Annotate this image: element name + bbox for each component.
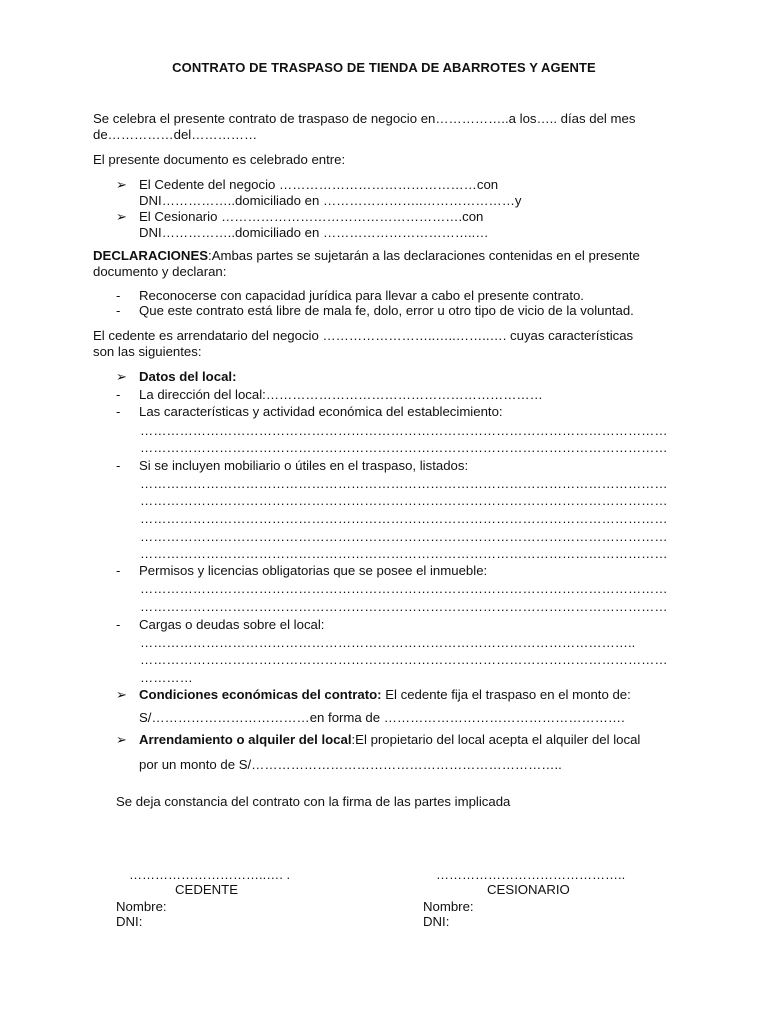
arrow-bullet-icon: ➢ (116, 687, 128, 702)
direccion-text: La dirección del local:……………………………………………………… (139, 387, 543, 402)
arrendamiento-line-2: por un monto de S/…………………………………………………………….. (139, 757, 562, 772)
mobiliario-fill-line-3: ………………………………………………………………………………………………………… (140, 511, 668, 526)
mobiliario-fill-line-4: ………………………………………………………………………………………………………… (140, 529, 668, 544)
cargas-text: Cargas o deudas sobre el local: (139, 617, 325, 632)
caracteristicas-fill-line-1: ………………………………………………………………………………………………………… (140, 423, 668, 438)
dash-bullet: - (116, 303, 121, 318)
permisos-fill-line-2: ………………………………………………………………………………………………………… (140, 599, 668, 614)
declaracion-text-2: Que este contrato está libre de mala fe, dolo, error u otro tipo de vicio de la voluntad. (139, 303, 634, 318)
dash-bullet: - (116, 617, 121, 632)
datos-local-heading: Datos del local: (139, 369, 237, 384)
cedente-nombre-label: Nombre: (116, 899, 167, 914)
declaracion-text-1: Reconocerse con capacidad jurídica para llevar a cabo el presente contrato. (139, 288, 584, 303)
dash-bullet: - (116, 404, 121, 419)
cargas-fill-line-2: ………………………………………………………………………………………………………… (140, 652, 668, 667)
condiciones-text: El cedente fija el traspaso en el monto de: (381, 687, 631, 702)
arrow-bullet-icon: ➢ (116, 369, 128, 384)
cesionario-nombre-label: Nombre: (423, 899, 474, 914)
cargas-fill-line-3: ………… (140, 670, 193, 685)
intro-line-1: Se celebra el presente contrato de traspaso de negocio en……………..a los….. días del mes (93, 111, 636, 126)
declaraciones-paragraph (93, 248, 703, 264)
arrow-bullet-icon: ➢ (116, 177, 128, 192)
mobiliario-fill-line-2: ………………………………………………………………………………………………………… (140, 493, 668, 508)
condiciones-line-1 (139, 687, 709, 703)
arrendamiento-line-1 (139, 732, 709, 748)
permisos-fill-line-1: ………………………………………………………………………………………………………… (140, 581, 668, 596)
dash-bullet: - (116, 563, 121, 578)
cesionario-line-1: El Cesionario ……………………………………………….con (139, 209, 484, 224)
condiciones-line-2: S/………………………………en forma de ………………………………………………. (139, 710, 625, 725)
dash-bullet: - (116, 288, 121, 303)
arrow-bullet-icon: ➢ (116, 209, 128, 224)
cesionario-signature-line: …………………………………….. (436, 867, 626, 882)
cedente-dni-label: DNI: (116, 914, 143, 929)
condiciones-heading: Condiciones económicas del contrato: (139, 687, 382, 702)
cedente-negocio-line-2: son las siguientes: (93, 344, 202, 359)
dash-bullet: - (116, 387, 121, 402)
declaraciones-heading: DECLARACIONES (93, 248, 209, 263)
cedente-negocio-line-1: El cedente es arrendatario del negocio ……………………..…..……..…. cuyas características (93, 328, 634, 343)
cedente-signature-line: …………………………..…. . (129, 867, 291, 882)
dash-bullet: - (116, 458, 121, 473)
intro-line-2: de……………del…………… (93, 127, 258, 142)
mobiliario-text: Si se incluyen mobiliario o útiles en el traspaso, listados: (139, 458, 469, 473)
permisos-text: Permisos y licencias obligatorias que se posee el inmueble: (139, 563, 488, 578)
arrow-bullet-icon: ➢ (116, 732, 128, 747)
declaraciones-text: :Ambas partes se sujetarán a las declaraciones contenidas en el presente (208, 248, 640, 263)
arrendamiento-text: :El propietario del local acepta el alquiler del local (351, 732, 641, 747)
cedente-line-1: El Cedente del negocio ………………………………………con (139, 177, 499, 192)
cesionario-line-2: DNI……………..domiciliado en ……………………………..… (139, 225, 489, 240)
document-title: CONTRATO DE TRASPASO DE TIENDA DE ABARROTES Y AGENTE (172, 60, 596, 75)
arrendamiento-heading: Arrendamiento o alquiler del local (139, 732, 352, 747)
intro-line-3: El presente documento es celebrado entre: (93, 152, 346, 167)
cedente-line-2: DNI……………..domiciliado en …………………..…………………y (139, 193, 522, 208)
constancia-text: Se deja constancia del contrato con la firma de las partes implicada (116, 794, 511, 809)
cargas-fill-line-1: ………………………………………………………………………………………………….. (140, 635, 636, 650)
mobiliario-fill-line-1: ………………………………………………………………………………………………………… (140, 476, 668, 491)
declaraciones-text-2: documento y declaran: (93, 264, 227, 279)
caracteristicas-fill-line-2: ………………………………………………………………………………………………………… (140, 440, 668, 455)
mobiliario-fill-line-5: ………………………………………………………………………………………………………… (140, 546, 668, 561)
caracteristicas-text: Las características y actividad económica del establecimiento: (139, 404, 503, 419)
cedente-label: CEDENTE (175, 882, 239, 897)
cesionario-label: CESIONARIO (487, 882, 570, 897)
cesionario-dni-label: DNI: (423, 914, 450, 929)
